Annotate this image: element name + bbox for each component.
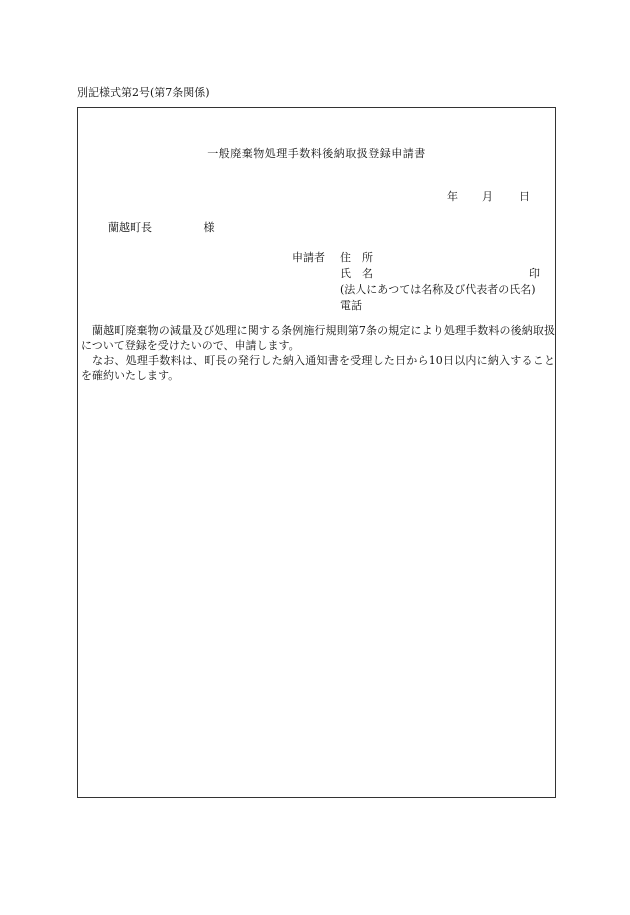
addressee-name: 蘭越町長	[108, 221, 152, 234]
body-paragraph-2: なお、処理手数料は、町長の発行した納入通知書を受理した日から10日以内に納入することを確約いたします。	[81, 354, 555, 382]
form-caption: 別記様式第2号(第7条関係)	[77, 86, 210, 99]
applicant-label: 申請者	[292, 251, 325, 264]
applicant-name-label: 氏 名	[340, 267, 373, 280]
addressee	[108, 219, 215, 235]
date-year-label: 年	[447, 190, 458, 203]
form-title: 一般廃棄物処理手数料後納取扱登録申請書	[207, 147, 426, 160]
body-paragraph-1: 蘭越町廃棄物の減量及び処理に関する条例施行規則第7条の規定により処理手数料の後納取扱について登録を受けたいので、申請します。	[81, 324, 555, 352]
addressee-honorific: 様	[203, 221, 215, 234]
seal-mark: 印	[529, 267, 540, 280]
applicant-phone-label: 電話	[340, 299, 362, 312]
applicant-address-label: 住 所	[340, 251, 373, 264]
application-form	[77, 107, 556, 798]
corporation-note: (法人にあつては名称及び代表者の氏名)	[340, 283, 536, 296]
date-day-label: 日	[519, 190, 530, 203]
application-body	[81, 323, 555, 383]
date-month-label: 月	[482, 190, 493, 203]
